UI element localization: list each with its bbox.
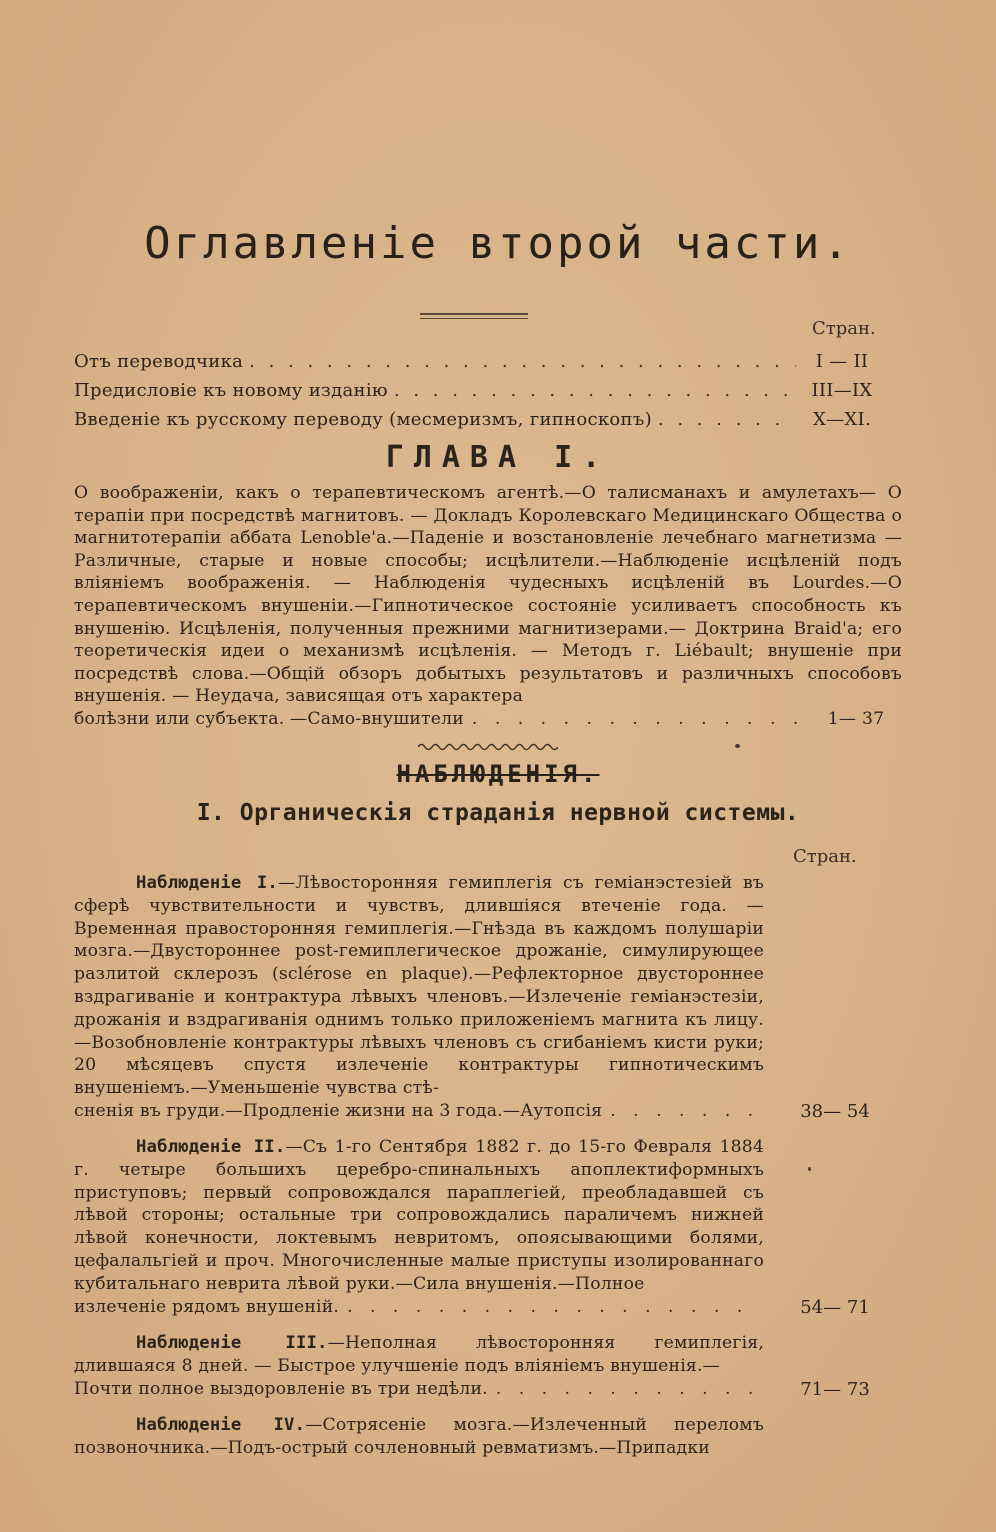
toc-item <box>74 380 882 401</box>
section-heading: НАБЛЮДЕНІЯ. <box>396 760 600 788</box>
observation-text: —Съ 1-го Сентября 1882 г. до 15-го Февраля 1884 г. четыре большихъ церебро-спинальныхъ апоплектиформныхъ приступовъ; первый сопровождался параплегіей, преобладавшей съ лѣвой стороны; остальные три сопровождались параличемъ нижней лѣвой конечности, локтевымъ невритомъ, опоясывающими болями, цефалальгіей и проч. Многочисленные малые приступы изолированнаго кубитальнаго неврита лѣвой руки.—Сила внушенія.—Полное <box>74 1137 764 1294</box>
section-subheading: I. Органическія страданія нервной системы. <box>196 800 800 826</box>
chapter-summary-text: О воображеніи, какъ о терапевтическомъ агентѣ.—О талисманахъ и амулетахъ— О терапіи при посредствѣ магнитовъ. — Докладъ Королевскаго Медицинскаго Общества о магнитотерапіи аббата Lenoble'а.—Паденіе и возстановленіе лечебнаго магнетизма —Различные, старые и новые способы; исцѣлители.—Наблюденіе исцѣленій подъ вліяніемъ воображенія. — Наблюденія чудесныхъ исцѣленій въ Lourdes.—О терапевтическомъ внушеніи.—Гипнотическое состояніе усиливаетъ способность къ внушенію. Исцѣленія, полученныя прежними магнитизерами.— Доктрина Braid'а; его теоретическія идеи о механизмѣ исцѣленія. — Методъ г. Liébault; внушеніе при посредствѣ слова.—Общій обзоръ добытыхъ результатовъ и различныхъ способовъ внушенія. — Неудача, зависящая отъ характера <box>74 483 902 707</box>
toc-pages-header: Стран. <box>812 318 876 339</box>
observation-label: Наблюденіе IV. <box>136 1415 306 1435</box>
paper-speck <box>808 1167 811 1171</box>
observation-entry <box>74 1414 764 1460</box>
chapter-summary-last-line <box>74 708 902 731</box>
toc-item-pages: X—XI. <box>813 409 871 430</box>
observation-text: —Сотрясеніе мозга.—Излеченный переломъ позвоночника.—Подъ-острый сочленовный ревматизмъ.—Припадки <box>74 1415 765 1458</box>
toc-item-label: Введеніе къ русскому переводу (месмеризмъ, гипноскопъ) <box>74 409 652 430</box>
observation-text: —Лѣвосторонняя гемиплегія съ геміанэстезіей въ сферѣ чувствительности и чувствъ, длившіяся втеченіе года. — Временная правосторонняя гемиплегія.—Гнѣзда въ каждомъ полушаріи мозга.—Двустороннее post-гемиплегическое дрожаніе, симулирующее разлитой склерозъ (sclérose en plaque).—Рефлекторное двустороннее вздрагиваніе и контрактура лѣвыхъ членовъ.—Излеченіе геміанэстезіи, дрожанія и вздрагиванія однимъ только приложеніемъ магнита къ лицу.—Возобновленіе контрактуры лѣвыхъ членовъ съ сгибаніемъ кисти руки; 20 мѣсяцевъ спустя излеченіе контрактуры гипнотическимъ внушеніемъ.—Уменьшеніе чувства стѣ- <box>74 873 764 1099</box>
toc-item-pages: I — II <box>815 351 869 372</box>
observation-pages: 71— 73 <box>800 1379 870 1400</box>
chapter-summary-last: болѣзни или субъекта. —Само-внушители <box>74 708 464 729</box>
observation-pages: 54— 71 <box>800 1297 870 1318</box>
chapter-summary <box>74 482 902 731</box>
observation-entry <box>74 1332 764 1400</box>
dot-leader <box>610 1100 756 1123</box>
page-title: Оглавленіе второй части. <box>144 218 852 269</box>
paper-speck <box>735 744 740 748</box>
dot-leader <box>472 708 802 731</box>
observation-label: Наблюденіе II. <box>136 1137 286 1157</box>
chapter-heading: ГЛАВА I. <box>385 440 611 475</box>
observation-last-line: излеченіе рядомъ внушеній. <box>74 1296 340 1317</box>
dot-leader <box>249 351 796 372</box>
toc-item-pages: III—IX <box>811 380 873 401</box>
observation-entry <box>74 1136 764 1318</box>
section-pages-header: Стран. <box>793 846 857 867</box>
dot-leader <box>394 380 796 401</box>
observation-label: Наблюденіе III. <box>136 1333 328 1353</box>
toc-item-label: Отъ переводчика <box>74 351 244 372</box>
ornament-divider <box>418 741 558 753</box>
dot-leader <box>496 1378 756 1401</box>
observation-entry <box>74 872 764 1123</box>
chapter-pages: 1— 37 <box>827 708 885 729</box>
observation-pages: 38— 54 <box>800 1101 870 1122</box>
observation-text: —Неполная лѣвосторонняя гемиплегія, длившаяся 8 дней. — Быстрое улучшеніе подъ вліяніемъ внушенія.— <box>74 1333 765 1376</box>
title-rule <box>420 313 528 319</box>
toc-item <box>74 409 882 430</box>
toc-item <box>74 351 882 372</box>
dot-leader <box>347 1296 756 1319</box>
observation-last-line: Почти полное выздоровленіе въ три недѣли. <box>74 1378 488 1399</box>
dot-leader <box>658 409 796 430</box>
observation-last-line: сненія въ груди.—Продленіе жизни на 3 года.—Аутопсія <box>74 1100 603 1121</box>
toc-item-label: Предисловіе къ новому изданію <box>74 380 388 401</box>
observation-label: Наблюденіе I. <box>136 873 278 893</box>
